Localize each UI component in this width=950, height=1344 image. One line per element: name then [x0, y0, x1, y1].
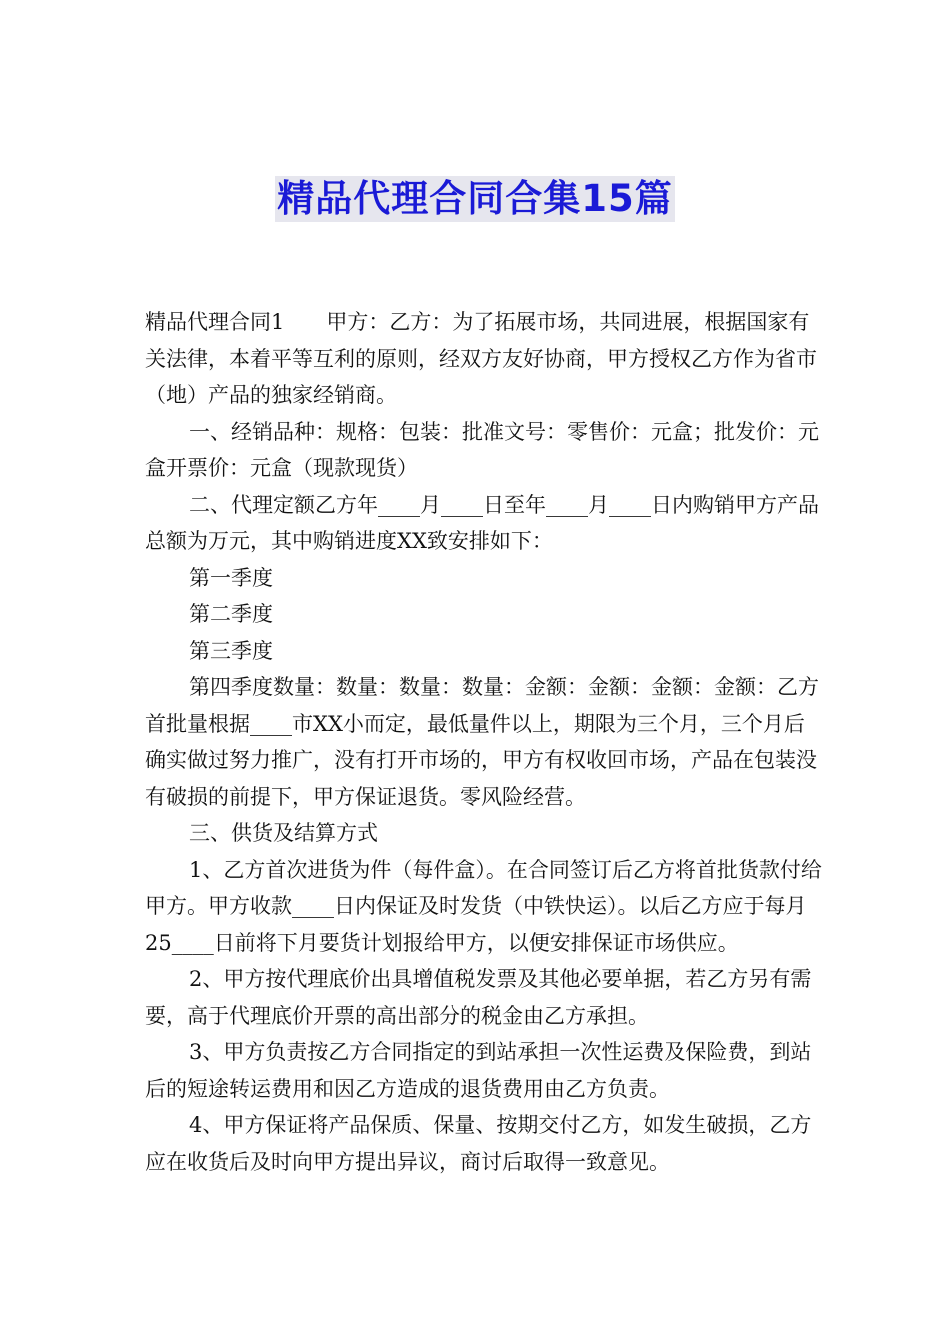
document-title: 精品代理合同合集15篇 — [277, 177, 673, 220]
paragraph-quarter-4: 第四季度数量：数量：数量：数量：金额：金额：金额：金额：乙方首批量根据____市XX小而定，最低量件以上，期限为三个月，三个月后确实做过努力推广，没有打开市场的，甲方有权收回市场，产品在包装没有破损的前提下，甲方保证退货。零风险经营。 — [145, 675, 819, 809]
document-body — [145, 304, 825, 1180]
paragraph-quarter-3: 第三季度 — [189, 638, 273, 663]
paragraph-quarter-1: 第一季度 — [189, 565, 273, 590]
paragraph-clause-4: 4、甲方保证将产品保质、保量、按期交付乙方，如发生破损，乙方应在收货后及时向甲方提出异议，商讨后取得一致意见。 — [145, 1113, 812, 1174]
paragraph-clause-1: 1、乙方首次进货为件（每件盒）。在合同签订后乙方将首批货款付给甲方。甲方收款____日内保证及时发货（中铁快运）。以后乙方应于每月25____日前将下月要货计划报给甲方，以便安排保证市场供应。 — [145, 857, 822, 955]
paragraph-supply-heading: 三、供货及结算方式 — [189, 821, 378, 845]
paragraph-clause-3: 3、甲方负责按乙方合同指定的到站承担一次性运费及保险费，到站后的短途转运费用和因乙方造成的退货费用由乙方负责。 — [145, 1040, 812, 1101]
title-container — [0, 176, 950, 222]
paragraph-product-types: 一、经销品种：规格：包装：批准文号：零售价：元盒；批发价：元盒开票价：元盒（现款现货） — [145, 419, 819, 480]
paragraph-quarter-2: 第二季度 — [189, 602, 273, 626]
paragraph-intro: 精品代理合同1 甲方：乙方：为了拓展市场，共同进展，根据国家有关法律，本着平等互利的原则，经双方友好协商，甲方授权乙方作为省市（地）产品的独家经销商。 — [145, 310, 817, 407]
paragraph-quota: 二、代理定额乙方年____月____日至年____月____日内购销甲方产品总额为万元，其中购销进度XX致安排如下： — [145, 492, 819, 553]
paragraph-clause-2: 2、甲方按代理底价出具增值税发票及其他必要单据，若乙方另有需要，高于代理底价开票的高出部分的税金由乙方承担。 — [145, 967, 812, 1028]
